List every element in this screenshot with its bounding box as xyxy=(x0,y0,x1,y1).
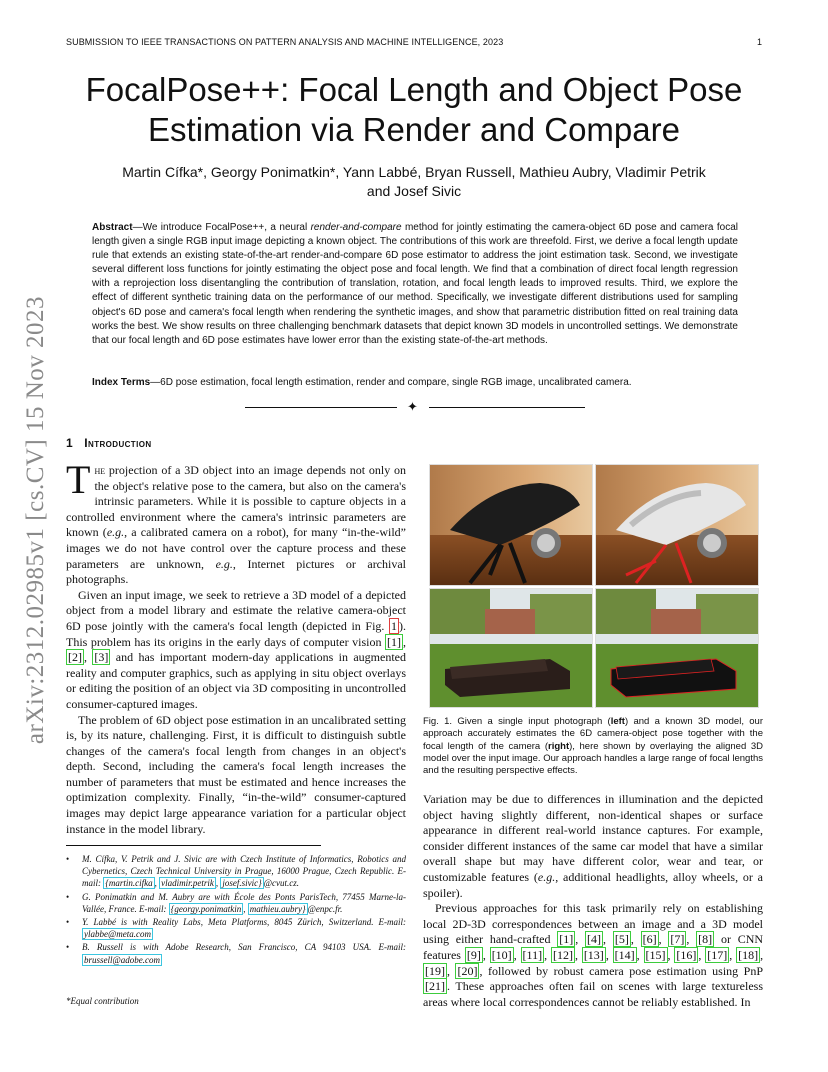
left-column xyxy=(66,457,407,837)
text: , additional headlights, alloy wheels, or a spoiler). xyxy=(423,869,763,900)
text-bold: left xyxy=(610,716,625,727)
text: Given an input image, we seek to retrieve a 3D model of a depicted object from a model library and estimate the relative camera-object 6D pose jointly with the camera's focal length (depicted in Fig. xyxy=(66,587,406,633)
text: Y. Labbé is with Reality Labs, Meta Platforms, 8045 Zürich, Switzerland. E-mail: xyxy=(82,917,406,928)
abstract-text-2: method for jointly estimating the camera-object 6D pose and camera focal length given a single RGB input image depicting a known object. The contributions of this work are threefold. First, we derive a focal length update rule that extends an existing state-of-the-art render-and-compare 6D pose estimator to address the joint estimation task. Second, we investigate several different loss functions for jointly estimating the object pose and focal length. We find that a combination of direct focal length regression with a reprojection loss disentangling the contribution of translation, rotation, and focal length leads to improved results. Third, we explore the effect of different synthetic training data on the performance of our method. Specifically, we investigate different distributions used for sampling object's 6D pose and camera's focal length when rendering the synthetic images, and show that parametric distribution fitted on real training data works the best. We show results on three challenging benchmark datasets that depict known 3D models in uncontrolled settings. We demonstrate that our focal length and 6D pose estimates have lower error than the existing state-of-the-art methods. xyxy=(92,222,738,346)
citation-link[interactable]: [19] xyxy=(425,963,445,978)
text: Variation may be due to differences in illumination and the depicted object having slightly different, non-identical shapes or surface appearance in different real-world instance captures. For example, consider different instances of the same car model that have a similar overall shape but may have different color, wear and tear, or customizable features ( xyxy=(423,792,763,884)
citation-link[interactable]: [11] xyxy=(522,947,543,962)
text: Given a single input photograph ( xyxy=(452,716,611,727)
text: M. Cífka, V. Petrik and J. Sivic are with Czech Institute of Informatics, Robotics and Cybernetics, Czech Technical University in Prague, 16000 Prague, Czech Republic. E-mail: xyxy=(82,854,406,889)
page-number: 1 xyxy=(757,37,763,47)
divider-ornament: ✦ xyxy=(407,399,418,414)
figure-image-sofa-input xyxy=(429,588,593,708)
figure-link[interactable]: 1 xyxy=(391,618,397,633)
citation-link[interactable]: [13] xyxy=(583,947,604,962)
citation-link[interactable]: [3] xyxy=(94,650,109,665)
text: @enpc.fr. xyxy=(307,903,343,914)
citation-link[interactable]: [1] xyxy=(387,634,401,649)
section-divider xyxy=(245,399,585,414)
bullet-icon: • xyxy=(66,854,70,864)
title-line-2: Estimation via Render and Compare xyxy=(148,111,680,148)
citation-link[interactable]: [8] xyxy=(698,932,713,947)
right-column xyxy=(423,792,763,1010)
text: ), here shown by overlaying the aligned 3D model over the input image. Our approach handles a large range of focal lengths and the resulting perspective effects. xyxy=(423,740,764,777)
citation-link[interactable]: [2] xyxy=(68,650,82,665)
footnote xyxy=(66,941,406,965)
citation-link[interactable]: [20] xyxy=(457,963,478,978)
text: projection of a 3D object into an image depends not only on the object's relative pose to the camera, but also on the camera's intrinsic parameters. While it is possible to capture objects in a controlled environment where the camera's intrinsic parameters are known ( xyxy=(66,463,406,540)
figure-image-sofa-overlay xyxy=(595,588,759,708)
section-heading xyxy=(66,436,152,450)
text-emph: e.g. xyxy=(106,525,125,540)
footnote: • G. Ponimatkin and M. Aubry are with École des Ponts ParisTech, 77455 Marne-la-Vallée, France. E-mail: {georgy.ponimatkin , mathieu.aubry} @enpc.fr. xyxy=(66,891,406,914)
email-link[interactable]: brussell@adobe.com xyxy=(84,954,161,965)
paragraph: Given an input image, we seek to retrieve a 3D model of a depicted object from a model library and estimate the relative camera-object 6D pose jointly with the camera's focal length (depicted in Fig. 1 ). This problem has its origins in the early days of computer vision [1] , [2] , [3] and has important modern-day applications in augmented reality and computer graphics, such as applying in situ object overlays or editing the position of an object via 3D compositing in uncontrolled consumer-captured images. xyxy=(66,587,406,711)
drop-cap: T xyxy=(66,457,91,502)
section-title: Introduction xyxy=(84,436,152,450)
divider-line-right xyxy=(429,407,585,408)
index-terms-text: —6D pose estimation, focal length estimation, render and compare, single RGB image, uncalibrated camera. xyxy=(150,377,632,388)
running-head: SUBMISSION TO IEEE TRANSACTIONS ON PATTERN ANALYSIS AND MACHINE INTELLIGENCE, 2023 xyxy=(66,37,504,47)
text: @cvut.cz. xyxy=(263,878,299,889)
caption-label: Fig. 1. xyxy=(423,716,453,727)
text: ) and a known 3D model, our approach accurately estimates the 6D camera-object pose together with the focal length of the camera ( xyxy=(423,716,763,752)
paragraph xyxy=(423,792,763,901)
figure-image-chair-input xyxy=(429,464,593,586)
text: ). This problem has its origins in the early days of computer vision xyxy=(66,618,406,649)
author-list xyxy=(90,163,738,201)
text: , Internet pictures or archival photographs. xyxy=(66,556,407,587)
bullet-icon: • xyxy=(66,917,70,928)
bullet-icon: • xyxy=(66,942,70,953)
text: , a calibrated camera on a robot), for many “in-the-wild” images we do not have control over the capture process and these parameters are unknown, xyxy=(66,525,406,571)
footnote-rule xyxy=(66,845,321,846)
text-bold: right xyxy=(548,740,570,752)
figure-caption xyxy=(423,716,763,777)
citation-link[interactable]: [14] xyxy=(614,947,635,962)
chair-overlay-icon xyxy=(596,465,758,585)
citation-link[interactable]: [10] xyxy=(491,947,512,962)
abstract-emph: render-and-compare xyxy=(310,222,402,233)
footnotes xyxy=(66,853,406,967)
citation-link[interactable]: [6] xyxy=(642,932,657,947)
citation-link[interactable]: [18] xyxy=(738,947,759,962)
paragraph xyxy=(423,901,763,1010)
citation-group: [9] , [10] , [11] , [12] , [13] , [14] , [15] , [16] , [17] , [18] , [19] , [20] xyxy=(425,947,764,978)
divider-line-left xyxy=(245,407,397,408)
sofa-overlay-icon xyxy=(596,589,758,707)
small-caps-lead: he xyxy=(94,463,106,477)
abstract xyxy=(92,221,738,348)
email-link[interactable]: vladimir.petrik xyxy=(161,878,214,889)
email-link[interactable]: mathieu.aubry} xyxy=(249,903,306,914)
section-number: 1 xyxy=(66,436,74,450)
chair-photo-icon xyxy=(430,465,592,585)
citation-link[interactable]: [15] xyxy=(645,947,666,962)
paper-title xyxy=(60,70,768,150)
citation-link[interactable]: [17] xyxy=(707,947,728,962)
citation-link[interactable]: [5] xyxy=(614,932,629,947)
text-emph: e.g. xyxy=(537,869,556,884)
index-terms xyxy=(92,376,738,390)
paragraph: The problem of 6D object pose estimation in an uncalibrated setting is, by its nature, challenging. First, it is difficult to distinguish subtle changes of the camera's focal length from changes in an object's depth. Second, including the camera's focal length increases the number of parameters that must be estimated and hence increases the optimization complexity. Finally, “in-the-wild” consumer-captured images may depict large appearance variation for a particular object instance in the model library. xyxy=(66,712,406,836)
abstract-label: Abstract xyxy=(92,222,133,233)
text-emph: e.g. xyxy=(215,556,233,571)
citation-link[interactable]: [16] xyxy=(676,947,697,962)
email-link[interactable]: josef.sivic} xyxy=(222,878,262,889)
text: and has important modern-day applications in augmented reality and computer graphics, such as applying in situ object overlays or editing the position of an object via 3D compositing in uncontrolled consumer-captured images. xyxy=(66,650,406,711)
citation-link[interactable]: [4] xyxy=(587,932,602,947)
sofa-photo-icon xyxy=(430,589,592,707)
email-link[interactable]: {martin.cifka xyxy=(105,878,153,889)
email-link[interactable]: ylabbe@meta.com xyxy=(84,929,152,940)
figure-image-chair-overlay xyxy=(595,464,759,586)
authors-line-1: Martin Cífka*, Georgy Ponimatkin*, Yann Labbé, Bryan Russell, Mathieu Aubry, Vladimir Petrik xyxy=(122,164,706,180)
arxiv-stamp-text: arXiv:2312.02985v1 [cs.CV] 15 Nov 2023 xyxy=(22,295,49,745)
abstract-text: —We introduce FocalPose++, a neural xyxy=(132,222,311,233)
citation-link[interactable]: [9] xyxy=(466,947,481,962)
text: . These approaches often fail on scenes with large textureless areas where local correspondences cannot be reliably established. In xyxy=(423,979,763,1009)
text: B. Russell is with Adobe Research, San Francisco, CA 94103 USA. E-mail: xyxy=(82,942,406,953)
title-line-1: FocalPose++: Focal Length and Object Pose xyxy=(85,71,743,108)
index-terms-label: Index Terms xyxy=(92,377,151,388)
bullet-icon: • xyxy=(66,891,70,902)
citation-link[interactable]: [12] xyxy=(552,947,573,962)
footnote xyxy=(66,916,406,940)
text: or CNN features xyxy=(423,932,764,962)
text: G. Ponimatkin and M. Aubry are with École des Ponts ParisTech, 77455 Marne-la-Vallée, France. E-mail: xyxy=(82,891,406,914)
citation-link[interactable]: [1] xyxy=(559,932,574,947)
citation-group: [1] , [4] , [5] , [6] , [7] , [8] xyxy=(559,932,713,947)
citation-link[interactable]: [21] xyxy=(425,979,445,994)
equal-contribution-note: *Equal contribution xyxy=(66,996,139,1006)
email-link[interactable]: {georgy.ponimatkin xyxy=(170,903,242,914)
text: Previous approaches for this task primarily rely on establishing local 2D-3D correspondences between an image and a 3D model using either hand-crafted xyxy=(423,901,763,947)
paragraph xyxy=(66,457,407,588)
text: , followed by robust camera pose estimation using PnP xyxy=(479,963,763,978)
citation-link[interactable]: [7] xyxy=(670,932,685,947)
authors-line-2: and Josef Sivic xyxy=(366,183,462,199)
footnote: • M. Cífka, V. Petrik and J. Sivic are with Czech Institute of Informatics, Robotics and Cybernetics, Czech Technical University in Prague, 16000 Prague, Czech Republic. E-mail: {martin.cifka , vladimir.petrik , josef.sivic} @cvut.cz. xyxy=(66,854,406,889)
